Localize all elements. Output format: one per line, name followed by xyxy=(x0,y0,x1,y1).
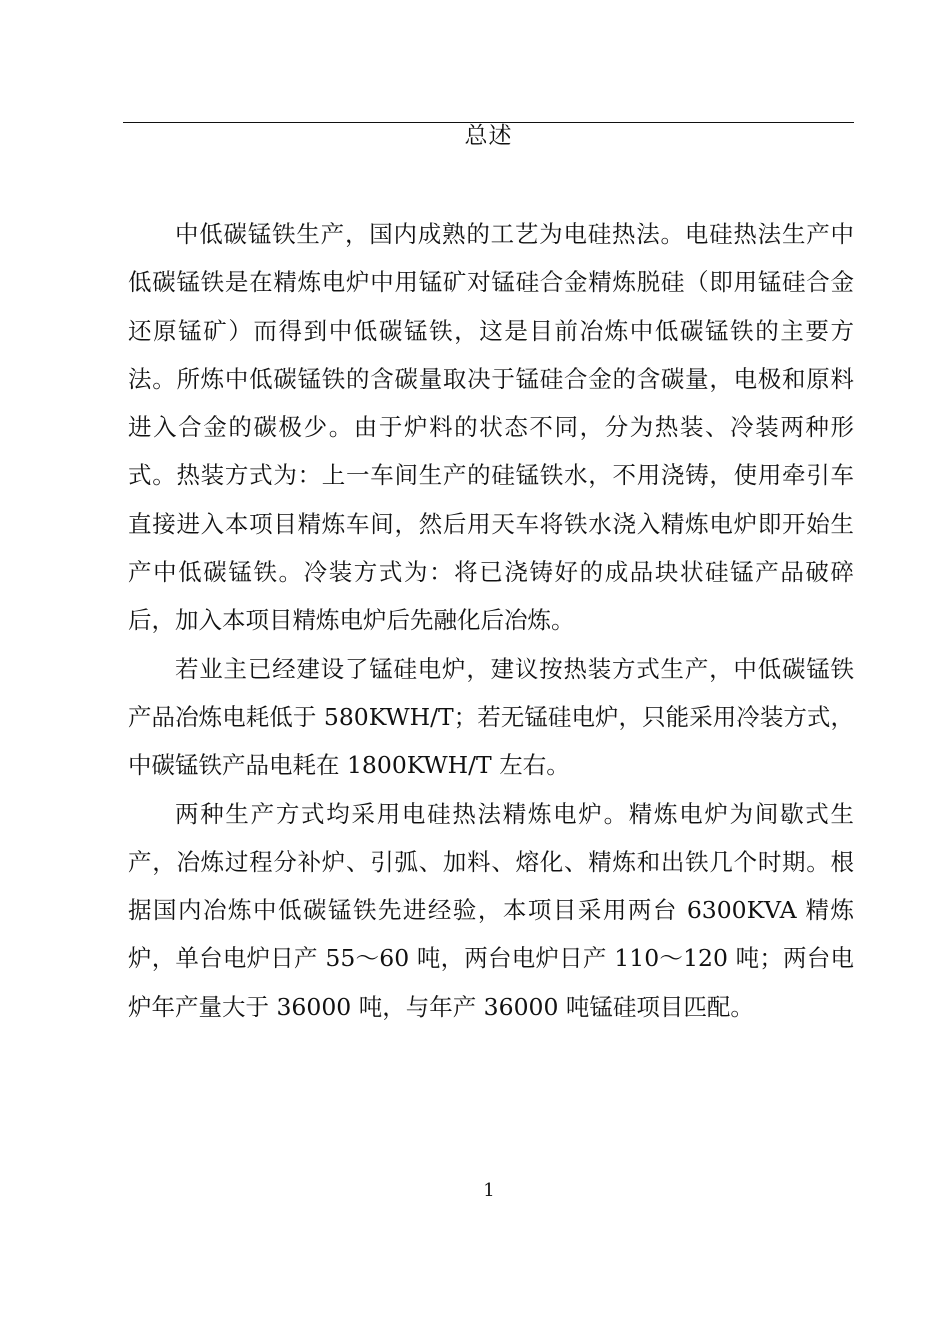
body-text xyxy=(128,210,854,1031)
page-title: 总述 xyxy=(464,123,513,149)
paragraph-2: 若业主已经建设了锰硅电炉，建议按热装方式生产，中低碳锰铁产品冶炼电耗低于 580KWH/T；若无锰硅电炉，只能采用冷装方式，中碳锰铁产品电耗在 1800KWH/T 左右。 xyxy=(128,654,854,780)
paragraph-1: 中低碳锰铁生产，国内成熟的工艺为电硅热法。电硅热法生产中低碳锰铁是在精炼电炉中用锰矿对锰硅合金精炼脱硅（即用锰硅合金还原锰矿）而得到中低碳锰铁，这是目前冶炼中低碳锰铁的主要方法。所炼中低碳锰铁的含碳量取决于锰硅合金的含碳量，电极和原料进入合金的碳极少。由于炉料的状态不同，分为热装、冷装两种形式。热装方式为：上一车间生产的硅锰铁水，不用浇铸，使用牵引车直接进入本项目精炼车间，然后用天车将铁水浇入精炼电炉即开始生产中低碳锰铁。冷装方式为：将已浇铸好的成品块状硅锰产品破碎后，加入本项目精炼电炉后先融化后冶炼。 xyxy=(128,220,854,635)
page-number: 1 xyxy=(483,1180,495,1201)
paragraph-3: 两种生产方式均采用电硅热法精炼电炉。精炼电炉为间歇式生产，冶炼过程分补炉、引弧、加料、熔化、精炼和出铁几个时期。根据国内冶炼中低碳锰铁先进经验，本项目采用两台 6300KVA 精炼炉，单台电炉日产 55～60 吨，两台电炉日产 110～120 吨；两台电炉年产量大于 36000 吨，与年产 36000 吨锰硅项目匹配。 xyxy=(128,799,854,1021)
